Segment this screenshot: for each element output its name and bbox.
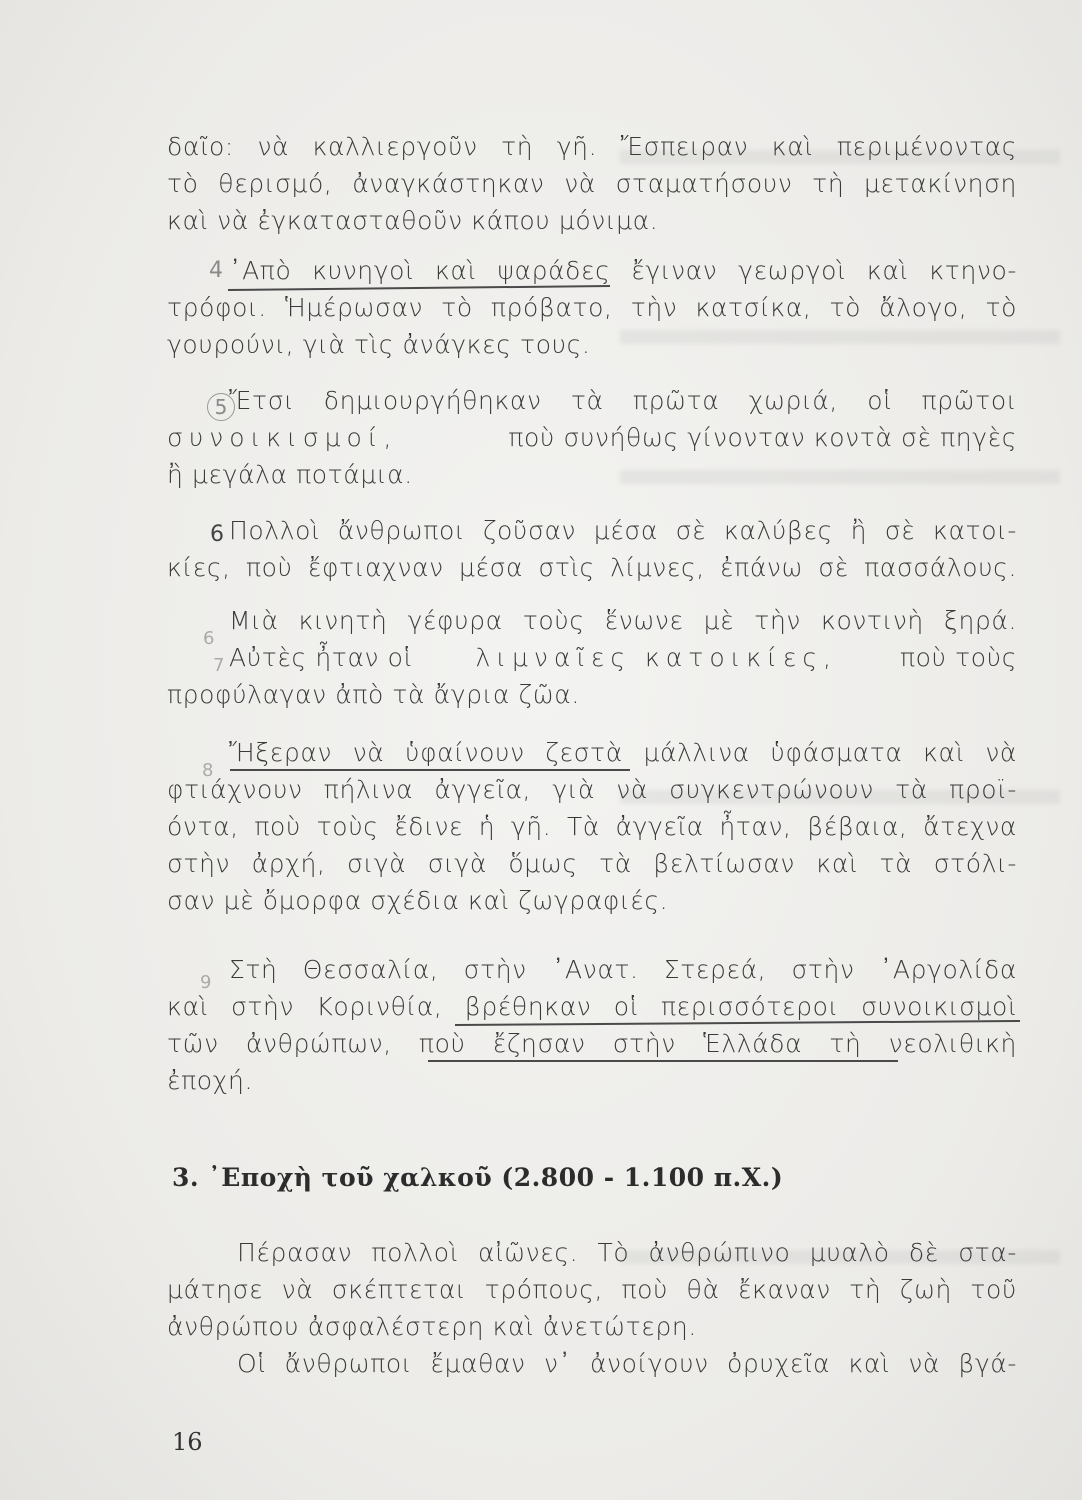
text-line: φτιάχνουν πήλινα ἀγγεῖα, γιὰ νὰ συγκεντρώνουν τὰ προϊ- — [167, 775, 1017, 804]
paragraph-block-4 — [167, 512, 1017, 586]
text-line: Μιὰ κινητὴ γέφυρα τοὺς ἕνωνε μὲ τὴν κοντινὴ ξηρά. — [229, 606, 1017, 635]
margin-number: 8 — [202, 760, 214, 781]
text-line: ἀνθρώπου ἀσφαλέστερη καὶ ἀνετώτερη. — [167, 1312, 697, 1341]
paragraph-block-6 — [167, 734, 1017, 919]
paragraph-block-2 — [167, 252, 1017, 363]
paragraph-block-3 — [167, 382, 1017, 493]
pencil-underline — [428, 1060, 898, 1062]
text-line: δαῖο: νὰ καλλιεργοῦν τὴ γῆ. Ἔσπειραν καὶ περιμένοντας — [167, 132, 1017, 161]
text-line: ᾿Απὸ κυνηγοὶ καὶ ψαράδες ἔγιναν γεωργοὶ καὶ κτηνο- — [229, 256, 1017, 285]
text-line: μάτησε νὰ σκέπτεται τρόπους, ποὺ θὰ ἔκαναν τὴ ζωὴ τοῦ — [167, 1275, 1017, 1304]
text-line: Πέρασαν πολλοὶ αἰῶνες. Τὸ ἀνθρώπινο μυαλὸ δὲ στα- — [237, 1238, 1017, 1267]
text-line: τὸ θερισμό, ἀναγκάστηκαν νὰ σταματήσουν τὴ μετακίνηση — [167, 169, 1017, 198]
margin-number: 5 — [207, 393, 235, 421]
text-line: κίες, ποὺ ἔφτιαχναν μέσα στὶς λίμνες, ἐπάνω σὲ πασσάλους. — [167, 553, 1017, 582]
text-line: τρόφοι. Ἡμέρωσαν τὸ πρόβατο, τὴν κατσίκα, τὸ ἄλογο, τὸ — [167, 293, 1017, 322]
text-line: ἐποχή. — [167, 1066, 254, 1095]
text-line: προφύλαγαν ἀπὸ τὰ ἄγρια ζῶα. — [167, 680, 580, 709]
spaced-term: συνοικισμοί, — [167, 423, 398, 452]
text-line: καὶ στὴν Κορινθία, βρέθηκαν οἱ περισσότεροι συνοικισμοὶ — [167, 992, 1017, 1021]
margin-number: 6 — [203, 628, 215, 649]
spaced-term: λιμναῖες κατοικίες, — [475, 643, 837, 672]
text-line: Ἤξεραν νὰ ὑφαίνουν ζεστὰ μάλλινα ὑφάσματα καὶ νὰ — [229, 738, 1017, 767]
text-line: Ἔτσι δημιουργήθηκαν τὰ πρῶτα χωριά, οἱ πρῶτοι — [229, 386, 1017, 415]
text-line: γουρούνι, γιὰ τὶς ἀνάγκες τους. — [167, 330, 591, 359]
margin-number: 4 — [209, 258, 223, 283]
text-line: Οἱ ἄνθρωποι ἔμαθαν ν᾿ ἀνοίγουν ὀρυχεῖα καὶ νὰ βγά- — [237, 1349, 1017, 1378]
text-line: Πολλοὶ ἄνθρωποι ζοῦσαν μέσα σὲ καλύβες ἢ σὲ κατοι- — [229, 516, 1017, 545]
text-line-composite — [167, 639, 1017, 676]
text-fragment: ποὺ συνήθως γίνονταν κοντὰ σὲ πηγὲς — [508, 423, 1017, 452]
text-fragment: ποὺ τοὺς — [899, 643, 1017, 672]
margin-number: 9 — [200, 972, 212, 993]
text-line: σαν μὲ ὄμορφα σχέδια καὶ ζωγραφιές. — [167, 886, 669, 915]
text-line: στὴν ἀρχή, σιγὰ σιγὰ ὅμως τὰ βελτίωσαν καὶ τὰ στόλι- — [167, 849, 1017, 878]
margin-number: 7 — [213, 655, 225, 676]
text-line: τῶν ἀνθρώπων, ποὺ ἔζησαν στὴν Ἑλλάδα τὴ νεολιθικὴ — [167, 1029, 1017, 1058]
paragraph-block-5 — [167, 602, 1017, 713]
text-line: καὶ νὰ ἐγκατασταθοῦν κάπου μόνιμα. — [167, 206, 659, 235]
text-line: όντα, ποὺ τοὺς ἔδινε ἡ γῆ. Τὰ ἀγγεῖα ἦταν, βέβαια, ἄτεχνα — [167, 812, 1017, 841]
paragraph-block-1 — [167, 128, 1017, 239]
paragraph-block-8 — [167, 1234, 1017, 1382]
page-number: 16 — [172, 1428, 203, 1456]
section-heading: 3. ᾿Εποχὴ τοῦ χαλκοῦ (2.800 - 1.100 π.Χ.) — [172, 1163, 784, 1192]
margin-number: 6 — [210, 522, 224, 547]
text-line: ἢ μεγάλα ποτάμια. — [167, 460, 413, 489]
pencil-underline — [230, 769, 630, 771]
text-fragment: Αὐτὲς ἦταν οἱ — [229, 643, 413, 672]
text-line: Στὴ Θεσσαλία, στὴν ᾿Ανατ. Στερεά, στὴν ᾿Αργολίδα — [229, 955, 1017, 984]
text-line-composite — [167, 419, 1017, 456]
